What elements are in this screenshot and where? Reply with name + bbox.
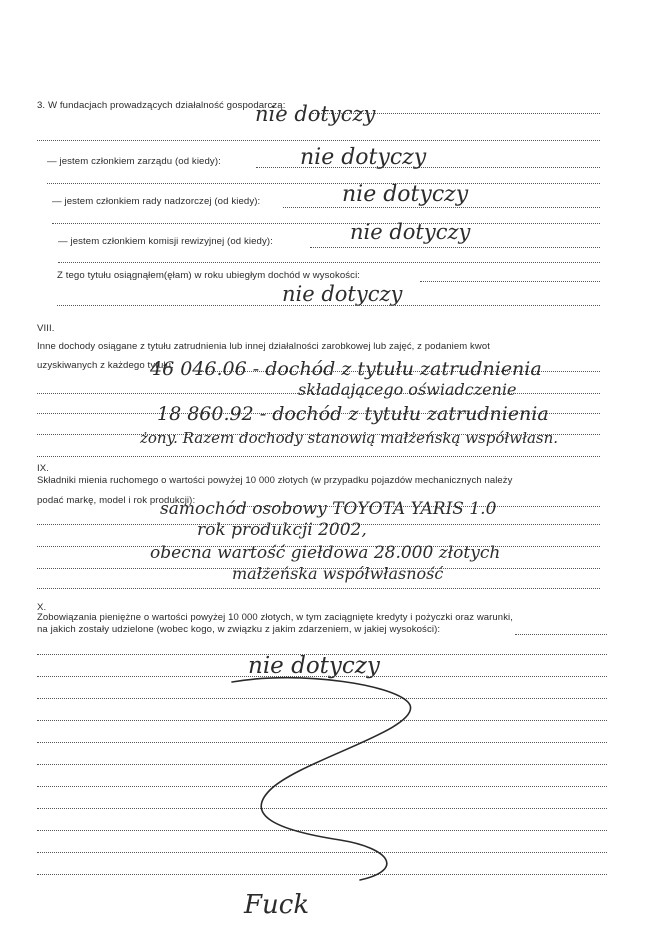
dotted-line xyxy=(37,764,607,765)
handwritten-answer: nie dotyczy xyxy=(282,282,403,306)
handwritten-answer: samochód osobowy TOYOTA YARIS 1.0 xyxy=(160,499,497,519)
dotted-line xyxy=(58,262,600,263)
handwritten-answer: nie dotyczy xyxy=(300,145,427,170)
dotted-line xyxy=(283,207,600,208)
row-rada-label: — jestem członkiem rady nadzorczej (od kiedy): xyxy=(52,196,261,207)
dotted-line xyxy=(37,720,607,721)
dotted-line xyxy=(52,223,600,224)
section8-text-line2: uzyskiwanych z każdego tytułu: xyxy=(37,360,174,371)
dotted-line xyxy=(515,634,607,635)
handwritten-answer: nie dotyczy xyxy=(248,653,380,679)
dotted-line xyxy=(37,852,607,853)
handwritten-answer: małżeńska współwłasność xyxy=(232,564,444,583)
dotted-line xyxy=(47,183,600,184)
dotted-line xyxy=(37,808,607,809)
handwritten-answer: rok produkcji 2002, xyxy=(197,520,367,540)
section10-text-line2: na jakich zostały udzielone (wobec kogo, w związku z jakim zdarzeniem, w jakiej wysokości): xyxy=(37,624,441,635)
handwritten-answer: nie dotyczy xyxy=(255,102,376,126)
dotted-line xyxy=(37,140,600,141)
income-label: Z tego tytułu osiągnąłem(ęłam) w roku ubiegłym dochód w wysokości: xyxy=(57,270,361,281)
dotted-line xyxy=(310,247,600,248)
signature: Fuck xyxy=(244,890,310,920)
row-zarzad-label: — jestem członkiem zarządu (od kiedy): xyxy=(47,156,221,167)
handwritten-answer: obecna wartość giełdowa 28.000 złotych xyxy=(150,543,501,563)
section9-number: IX. xyxy=(37,463,50,474)
row-komisja-label: — jestem członkiem komisji rewizyjnej (od kiedy): xyxy=(58,236,273,247)
section9-text-line2: podać markę, model i rok produkcji): xyxy=(37,495,196,506)
dotted-line xyxy=(37,698,607,699)
handwritten-answer: nie dotyczy xyxy=(350,220,471,244)
handwritten-answer: 46 046.06 - dochód z tytułu zatrudnienia xyxy=(150,358,542,380)
section3-heading: 3. W fundacjach prowadzących działalność gospodarczą: xyxy=(37,100,286,111)
dotted-line xyxy=(37,588,600,589)
handwritten-answer: żony. Razem dochody stanowią małżeńską współwłasn. xyxy=(140,429,559,447)
dotted-line xyxy=(37,742,607,743)
dotted-line xyxy=(37,874,607,875)
section9-text-line1: Składniki mienia ruchomego o wartości powyżej 10 000 złotych (w przypadku pojazdów mechanicznych należy xyxy=(37,475,513,486)
dotted-line xyxy=(37,786,607,787)
dotted-line xyxy=(37,456,600,457)
handwritten-answer: nie dotyczy xyxy=(342,182,469,207)
section8-number: VIII. xyxy=(37,323,55,334)
handwritten-answer: 18 860.92 - dochód z tytułu zatrudnienia xyxy=(157,403,549,425)
dotted-line xyxy=(57,305,600,306)
section8-text-line1: Inne dochody osiągane z tytułu zatrudnienia lub innej działalności zarobkowej lub zajęć, z podaniem kwot xyxy=(37,341,490,352)
dotted-line xyxy=(37,676,607,677)
dotted-line xyxy=(420,281,600,282)
handwritten-answer: składającego oświadczenie xyxy=(298,380,517,399)
section10-text-line1: Zobowiązania pieniężne o wartości powyżej 10 000 złotych, w tym zaciągnięte kredyty i pożyczki oraz warunki, xyxy=(37,612,513,623)
dotted-line xyxy=(37,830,607,831)
section10-number: X. xyxy=(37,602,47,613)
